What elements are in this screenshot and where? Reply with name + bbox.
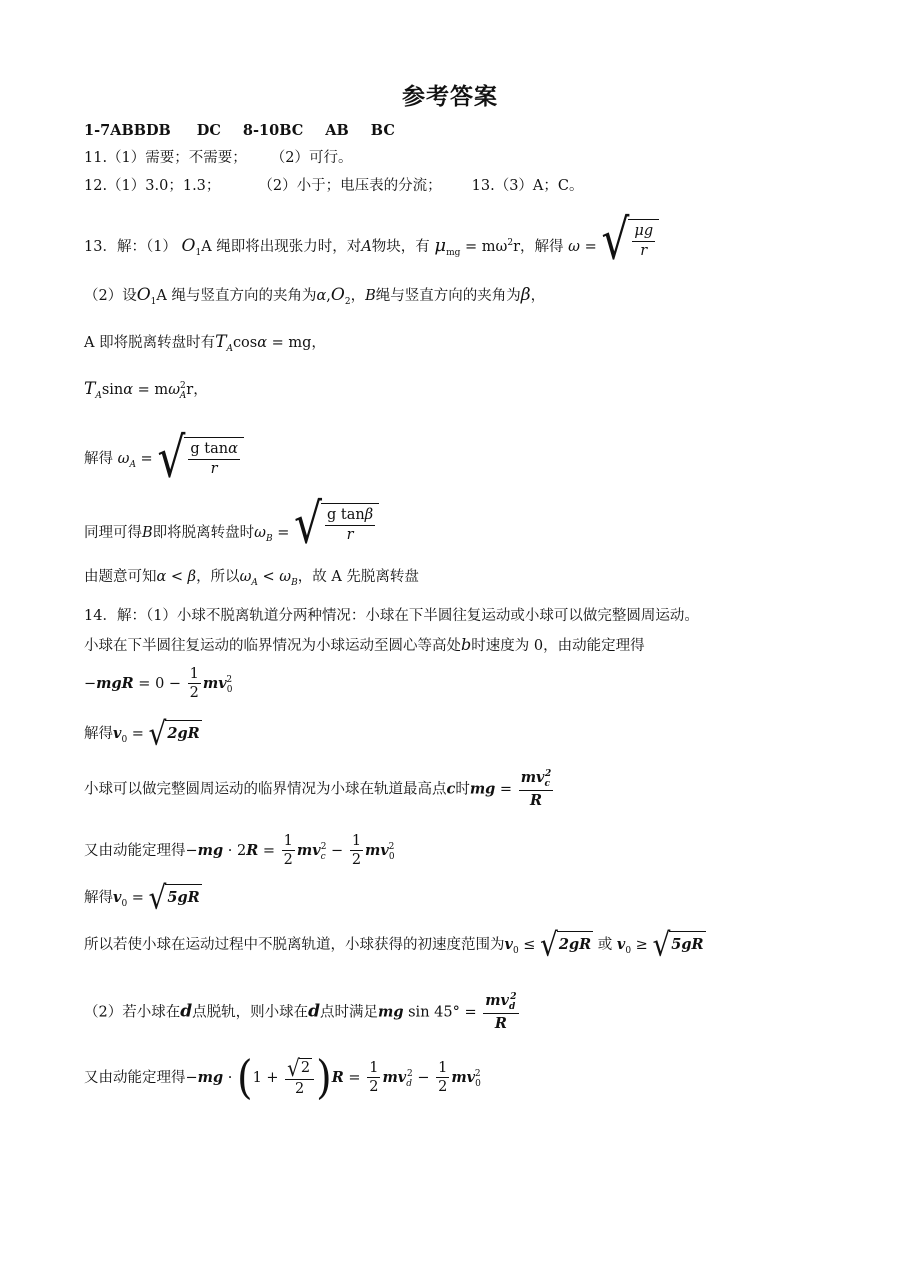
q13-line4: $T_A\sin\alpha = m\omega^2_Ar$， xyxy=(84,379,208,401)
q13-l2a: （2）设 xyxy=(84,288,137,304)
q14-line3: −mgR = 0 − $\frac{1}{2}$ $mv_0^2$ xyxy=(84,666,233,702)
q14-l2a: 小球在下半圆往复运动的临界情况为小球运动至圆心等高处 xyxy=(84,638,461,654)
q13-l1a: 13．解：（1） xyxy=(84,239,177,255)
q14-line4: 解得$v_0$ = √ 2gR xyxy=(84,714,200,753)
q14-l4a: 解得 xyxy=(84,726,113,742)
q13-l7b: ，所以 xyxy=(196,569,240,585)
q13-l1c: 物块，有 xyxy=(371,239,430,255)
answer-dc: DC xyxy=(196,122,221,139)
q13-l1b: A 绳即将出现张力时，对 xyxy=(201,239,362,255)
q14-l9c: 点时满足 xyxy=(320,1004,379,1021)
q14-l2b: 时速度为 0，由动能定理得 xyxy=(471,638,645,654)
q14-line6: 又由动能定理得−mg · 2R = $\frac{1}{2}$ $mv_c^2$ − $\frac{1}{2}$ $mv_0^2$ xyxy=(84,833,395,869)
q13-line5: 解得 $\omega_A$ = √ $\frac{\text{g tanα}}{r}$ xyxy=(84,437,244,481)
q14-l10a: 又由动能定理得 xyxy=(84,1070,186,1086)
q12-part1: 12.（1）3.0；1.3； xyxy=(84,178,221,194)
q11-part2: （2）可行。 xyxy=(270,150,353,166)
q13-l1d: ，解得 xyxy=(520,239,564,255)
q14-l8b: 或 xyxy=(597,937,613,953)
q13-l2b: A 绳与竖直方向的夹角为 xyxy=(156,288,317,304)
q12-part2: （2）小于；电压表的分流； xyxy=(258,178,442,194)
q14-l5a: 小球可以做完整圆周运动的临界情况为小球在轨道最高点 xyxy=(84,781,447,798)
q11-part1: 11.（1）需要；不需要； xyxy=(84,150,247,166)
q13-l4a: ， xyxy=(193,382,208,398)
q14-l7a: 解得 xyxy=(84,890,113,906)
answer-8-10: 8-10BC xyxy=(242,122,304,139)
q14-line10: 又由动能定理得−mg · (1 + √ 2 2 )R = $\frac{1}{2}$ $mv_d^2$ − $\frac{1}{2}$ $mv_0^2$ xyxy=(84,1051,481,1105)
answer-ab: AB xyxy=(325,122,349,139)
q13-line6: 同理可得B即将脱离转盘时$\omega_B$ = √ $\frac{\text{g tanβ}}{r}$ xyxy=(84,511,379,555)
q11-line xyxy=(84,151,353,166)
q13-line3: A 即将脱离转盘时有$T_A\cos\alpha$ = mg， xyxy=(84,332,326,354)
page-title: 参考答案 xyxy=(402,84,498,110)
q14-line1: 14．解：（1）小球不脱离轨道分两种情况：小球在下半圆往复运动或小球可以做完整圆周运动。 xyxy=(84,608,699,624)
q13-l3a: A 即将脱离转盘时有 xyxy=(84,335,216,351)
q13-l6b: 即将脱离转盘时 xyxy=(152,525,255,541)
q13-l2c: 绳与竖直方向的夹角为 xyxy=(375,288,521,304)
q14-l5b: 时 xyxy=(455,781,470,798)
q14-l6a: 又由动能定理得 xyxy=(84,843,186,860)
q13-line1: 13．解：（1） $O_1A$ 绳即将出现张力时，对A物块，有 $\mu_{mg} = m\omega^2r$，解得 ω = √ $\frac{\mu g}{r}$ xyxy=(84,225,659,269)
q13-line2: （2）设$O_1A$ 绳与竖直方向的夹角为$\alpha,O_2$，B绳与竖直方向的夹角为β， xyxy=(84,285,546,307)
q13-l7c: ，故 A 先脱离转盘 xyxy=(297,569,419,585)
q13-line7: 由题意可知α < β，所以$\omega_A < \omega_B$，故 A 先脱离转盘 xyxy=(84,569,419,588)
q14-l9a: （2）若小球在 xyxy=(84,1004,181,1021)
q14-line5: 小球可以做完整圆周运动的临界情况为小球在轨道最高点c时mg = $\frac{mv_c^2}{R}$ xyxy=(84,769,552,810)
choice-answers xyxy=(84,124,395,139)
answer-bc: BC xyxy=(370,122,395,139)
q12-part3: 13.（3）A；C。 xyxy=(471,178,584,194)
q14-line2: 小球在下半圆往复运动的临界情况为小球运动至圆心等高处b时速度为 0，由动能定理得 xyxy=(84,635,645,654)
q13-l5a: 解得 xyxy=(84,451,113,467)
q14-line8: 所以若使小球在运动过程中不脱离轨道，小球获得的初速度范围为$v_0$ ≤ √ 2gR 或 $v_0$ ≥ √ 5gR xyxy=(84,925,704,964)
q13-l7a: 由题意可知 xyxy=(84,569,157,585)
q13-l6a: 同理可得 xyxy=(84,525,142,541)
q14-l9b: 点脱轨，则小球在 xyxy=(192,1004,309,1021)
q14-line9: （2）若小球在d点脱轨，则小球在d点时满足mg sin 45° = $\frac{mv_d^2}{R}$ xyxy=(84,992,517,1033)
q12-line xyxy=(84,179,584,194)
answer-1-7: 1-7ABBDB xyxy=(84,122,171,139)
q14-l8a: 所以若使小球在运动过程中不脱离轨道，小球获得的初速度范围为 xyxy=(84,937,505,953)
q14-line7: 解得$v_0$ = √ 5gR xyxy=(84,878,200,917)
